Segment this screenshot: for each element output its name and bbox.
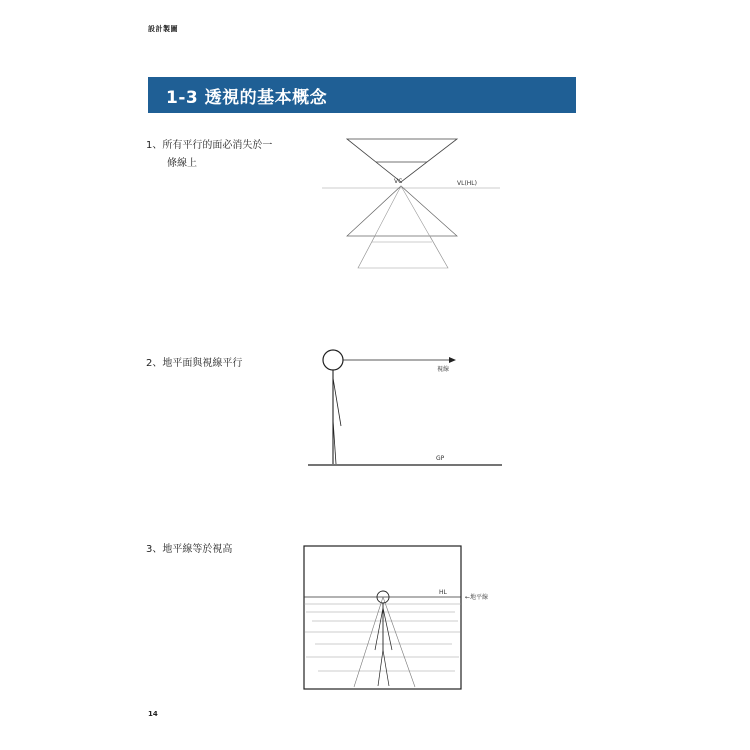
lower-plane-1 xyxy=(347,186,457,236)
item-1-text-line1: 所有平行的面必消失於一 xyxy=(162,140,273,151)
view-cone-left xyxy=(354,597,383,687)
upper-plane-trapezoid xyxy=(347,139,457,182)
sea-lines xyxy=(304,604,461,671)
item-1-number: 1、 xyxy=(146,140,163,151)
sightline-diagram xyxy=(300,340,510,475)
section-title-banner xyxy=(148,77,576,113)
sightline-arrowhead xyxy=(449,357,456,363)
horizon-diagram xyxy=(300,540,520,695)
figure-head xyxy=(323,350,343,370)
book-title-header: 設計製圖 xyxy=(148,25,178,33)
lower-plane-base-1 xyxy=(358,236,375,268)
gp-label: GP xyxy=(436,455,445,462)
concept-item-3 xyxy=(146,541,232,559)
horizon-label: ←地平線 xyxy=(465,594,489,601)
lower-plane-base-2 xyxy=(430,236,448,268)
vl-hl-label: VL(HL) xyxy=(457,180,477,187)
concept-item-1 xyxy=(146,137,272,173)
lower-plane-2 xyxy=(358,186,448,268)
horizon-frame xyxy=(304,546,461,689)
item-1-text-line2: 條線上 xyxy=(167,158,197,169)
horizon-figure-arm-left xyxy=(375,608,383,650)
section-title: 1-3 透視的基本概念 xyxy=(166,88,328,108)
sightline-label: 視線 xyxy=(437,366,450,373)
hl-label: HL xyxy=(439,589,447,596)
vc-label: VC xyxy=(394,178,403,185)
horizon-figure-leg-left xyxy=(378,650,383,686)
item-2-number: 2、 xyxy=(146,358,163,369)
view-cone-right xyxy=(383,597,415,687)
horizon-figure-arm-right xyxy=(383,608,392,650)
item-2-text: 地平面與視線平行 xyxy=(162,358,243,369)
vanishing-line-diagram xyxy=(300,130,520,280)
figure-arm xyxy=(333,378,341,426)
page-number: 14 xyxy=(148,710,158,718)
item-3-number: 3、 xyxy=(146,544,163,555)
horizon-figure-leg-right xyxy=(383,650,389,686)
item-3-text: 地平線等於視高 xyxy=(162,544,233,555)
concept-item-2 xyxy=(146,355,242,373)
